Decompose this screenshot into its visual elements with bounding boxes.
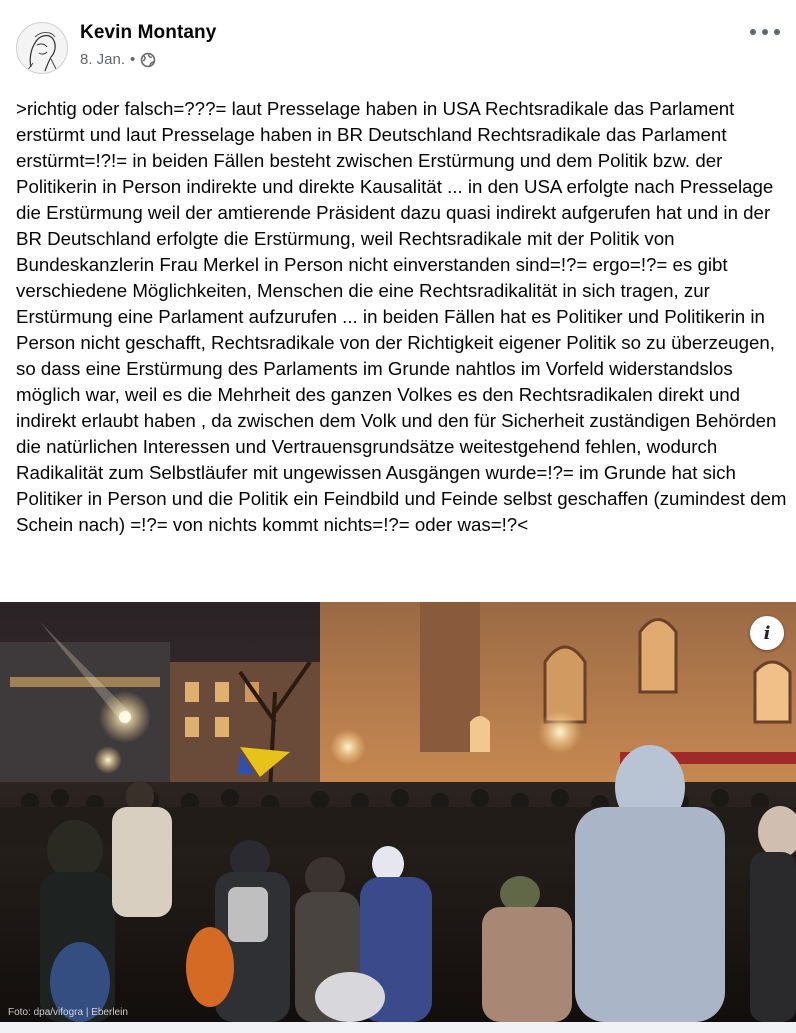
protest-night-scene (0, 602, 796, 1022)
avatar[interactable] (16, 22, 68, 74)
post-header (0, 0, 796, 90)
author-name[interactable]: Kevin Montany (80, 22, 217, 43)
more-dot-icon (774, 29, 780, 35)
globe-icon[interactable] (140, 52, 156, 68)
more-options-button[interactable] (750, 22, 780, 42)
post-photo[interactable] (0, 602, 796, 1022)
photo-credit: Foto: dpa/vifogra | Eberlein (8, 1007, 128, 1018)
post-text: >richtig oder falsch=???= laut Presselage haben in USA Rechtsradikale das Parlament erstürmt und laut Presselage haben in BR Deutschland Rechtsradikale das Parlament erstürmt=!?!= in beiden Fällen besteht zwischen Erstürmung und dem Politik bzw. der Politikerin in Person indirekte und direkte Kausalität ... in den USA erfolgte nach Presselage die Erstürmung weil der amtierende Präsident dazu quasi indirekt aufgerufen hat und in der BR Deutschland erfolgte die Erstürmung, weil Rechtsradikale mit der Politik von Bundeskanzlerin Frau Merkel in Person nicht einverstanden sind=!?= ergo=!?= es gibt verschiedene Möglichkeiten, Menschen die eine Rechtsradikalität in sich tragen, zur Erstürmung eine Parlament aufzurufen ... in beiden Fällen hat es Politiker und Politikerin in Person nicht geschafft, Rechtsradikale von der Richtigkeit eigener Politik so zu überzeugen, so dass eine Erstürmung des Parlaments im Grunde nahtlos im Vorfeld widerstandslos möglich war, weil es die Mehrheit des ganzen Volkes es den Rechtsradikalen direkt und indirekt erlaubt haben , da zwischen dem Volk und den für Sicherheit zuständigen Behörden die natürlichen Interessen und Vertrauensgrundsätze weitestgehend fehlen, wodurch Radikalität zum Selbstläufer mit ungewissen Ausgängen wurde=!?= im Grunde hat sich Politiker in Person und die Politik ein Feindbild und Feinde selbst geschaffen (zumindest dem Schein nach) =!?= von nichts kommt nichts=!?= oder was=!?< (16, 98, 787, 535)
more-dot-icon (762, 29, 768, 35)
info-button[interactable]: i (750, 616, 784, 650)
post-footer-divider (0, 1022, 796, 1033)
post-meta (80, 51, 156, 68)
post-date[interactable]: 8. Jan. (80, 51, 126, 68)
meta-separator: • (130, 51, 136, 68)
more-dot-icon (750, 29, 756, 35)
avatar-sketch-icon (17, 23, 68, 74)
